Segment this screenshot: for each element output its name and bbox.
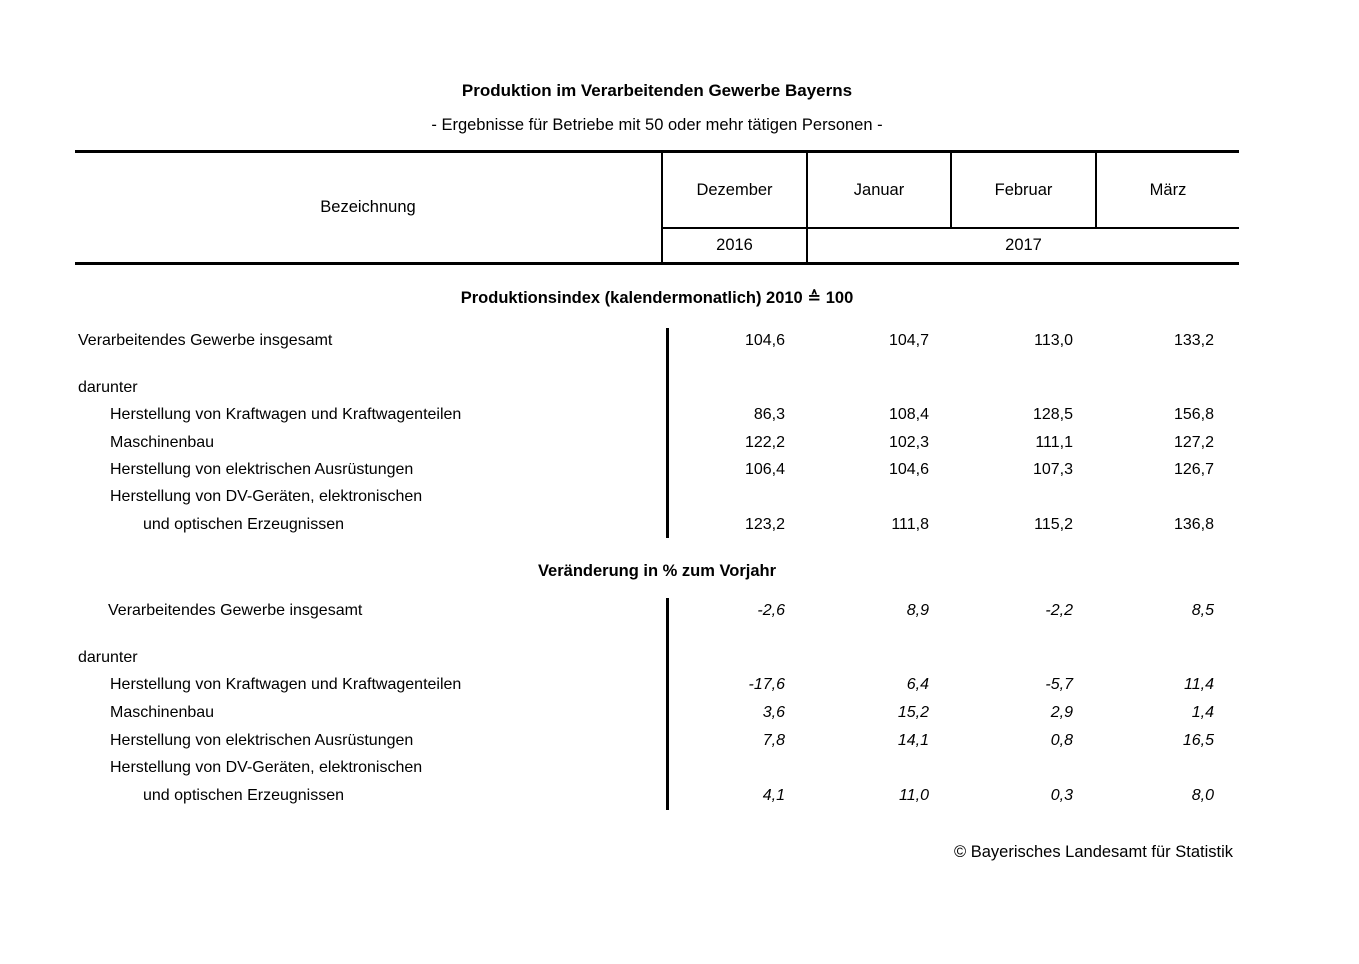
table-header — [75, 150, 1239, 265]
row-value: 3,6 — [762, 704, 785, 721]
table-row — [75, 483, 1239, 511]
row-value: 111,1 — [1035, 434, 1073, 451]
darunter-label: darunter — [78, 649, 138, 666]
page-title: Produktion im Verarbeitenden Gewerbe Bayerns — [461, 81, 853, 100]
row-value: 104,7 — [888, 332, 929, 349]
row-value: 15,2 — [897, 704, 929, 721]
column-header-dezember: Dezember — [696, 180, 773, 199]
table-row — [75, 782, 1239, 810]
row-label: Verarbeitendes Gewerbe insgesamt — [108, 602, 363, 619]
row-value: 8,9 — [906, 602, 929, 619]
page-subtitle: - Ergebnisse für Betriebe mit 50 oder mehr tätigen Personen - — [431, 116, 883, 134]
row-value: 14,1 — [897, 732, 929, 749]
row-value: 136,8 — [1173, 516, 1214, 533]
column-header-maerz: März — [1149, 180, 1187, 199]
row-value: 7,8 — [762, 732, 785, 749]
row-value: 111,8 — [891, 516, 929, 533]
table-row — [75, 699, 1239, 727]
row-value: 115,2 — [1034, 516, 1073, 533]
row-value: 4,1 — [762, 787, 785, 804]
column-header-bezeichnung: Bezeichnung — [320, 198, 416, 216]
row-label: Herstellung von Kraftwagen und Kraftwagenteilen — [110, 676, 462, 693]
row-label: Herstellung von DV-Geräten, elektronischen — [110, 759, 423, 776]
row-value: 0,8 — [1050, 732, 1073, 749]
table-row — [75, 429, 1239, 457]
copyright-notice: © Bayerisches Landesamt für Statistik — [953, 843, 1233, 861]
row-value: 1,4 — [1191, 704, 1214, 721]
row-value: 102,3 — [888, 434, 929, 451]
row-value: 126,7 — [1173, 461, 1214, 478]
row-value: 104,6 — [888, 461, 929, 478]
column-header-januar: Januar — [853, 180, 905, 199]
row-label-wrapped: und optischen Erzeugnissen — [143, 787, 345, 804]
row-value: 123,2 — [744, 516, 785, 533]
row-label: Verarbeitendes Gewerbe insgesamt — [78, 332, 333, 349]
row-value: 127,2 — [1173, 434, 1214, 451]
row-value: 128,5 — [1032, 406, 1073, 423]
table-row — [75, 754, 1239, 782]
row-value: 106,4 — [744, 461, 785, 478]
row-value: -2,6 — [757, 602, 785, 619]
row-value: 122,2 — [744, 434, 785, 451]
table-row — [75, 671, 1239, 699]
row-value: 8,0 — [1191, 787, 1214, 804]
table-row — [75, 401, 1239, 429]
row-value: 113,0 — [1034, 332, 1073, 349]
row-value: 8,5 — [1191, 602, 1214, 619]
row-value: 108,4 — [888, 406, 929, 423]
row-value: -17,6 — [748, 676, 785, 693]
section-heading-veraenderung: Veränderung in % zum Vorjahr — [537, 562, 777, 580]
row-value: 156,8 — [1173, 406, 1214, 423]
table-row — [75, 727, 1239, 755]
column-header-februar: Februar — [994, 180, 1053, 199]
section-heading-produktionsindex: Produktionsindex (kalendermonatlich) 2010 ≙ 100 — [460, 289, 854, 307]
row-value: 104,6 — [744, 332, 785, 349]
row-value: 6,4 — [906, 676, 929, 693]
row-value: 11,0 — [899, 787, 929, 804]
row-value: -2,2 — [1045, 602, 1073, 619]
row-label: Herstellung von Kraftwagen und Kraftwagenteilen — [110, 406, 462, 423]
darunter-label: darunter — [78, 379, 138, 396]
table-row — [75, 374, 1239, 402]
table-row — [75, 511, 1239, 539]
row-value: 0,3 — [1050, 787, 1073, 804]
header-bottom-border-line — [75, 262, 1239, 265]
row-value: 107,3 — [1032, 461, 1073, 478]
row-label: Herstellung von elektrischen Ausrüstungen — [110, 461, 414, 478]
table-row — [75, 327, 1239, 355]
row-label-wrapped: und optischen Erzeugnissen — [143, 516, 345, 533]
table-row — [75, 456, 1239, 484]
year-header-2017: 2017 — [1005, 236, 1042, 254]
table-row — [75, 597, 1239, 625]
row-value: 11,4 — [1184, 676, 1214, 693]
row-value: 133,2 — [1173, 332, 1214, 349]
row-value: 16,5 — [1182, 732, 1214, 749]
table-row — [75, 644, 1239, 672]
row-label: Maschinenbau — [110, 434, 215, 451]
row-label: Maschinenbau — [110, 704, 215, 721]
row-value: -5,7 — [1045, 676, 1073, 693]
row-label: Herstellung von DV-Geräten, elektronischen — [110, 488, 423, 505]
row-label: Herstellung von elektrischen Ausrüstungen — [110, 732, 414, 749]
row-value: 2,9 — [1050, 704, 1073, 721]
row-value: 86,3 — [753, 406, 785, 423]
year-header-2016: 2016 — [716, 236, 753, 254]
statistics-table-page — [75, 0, 1239, 964]
